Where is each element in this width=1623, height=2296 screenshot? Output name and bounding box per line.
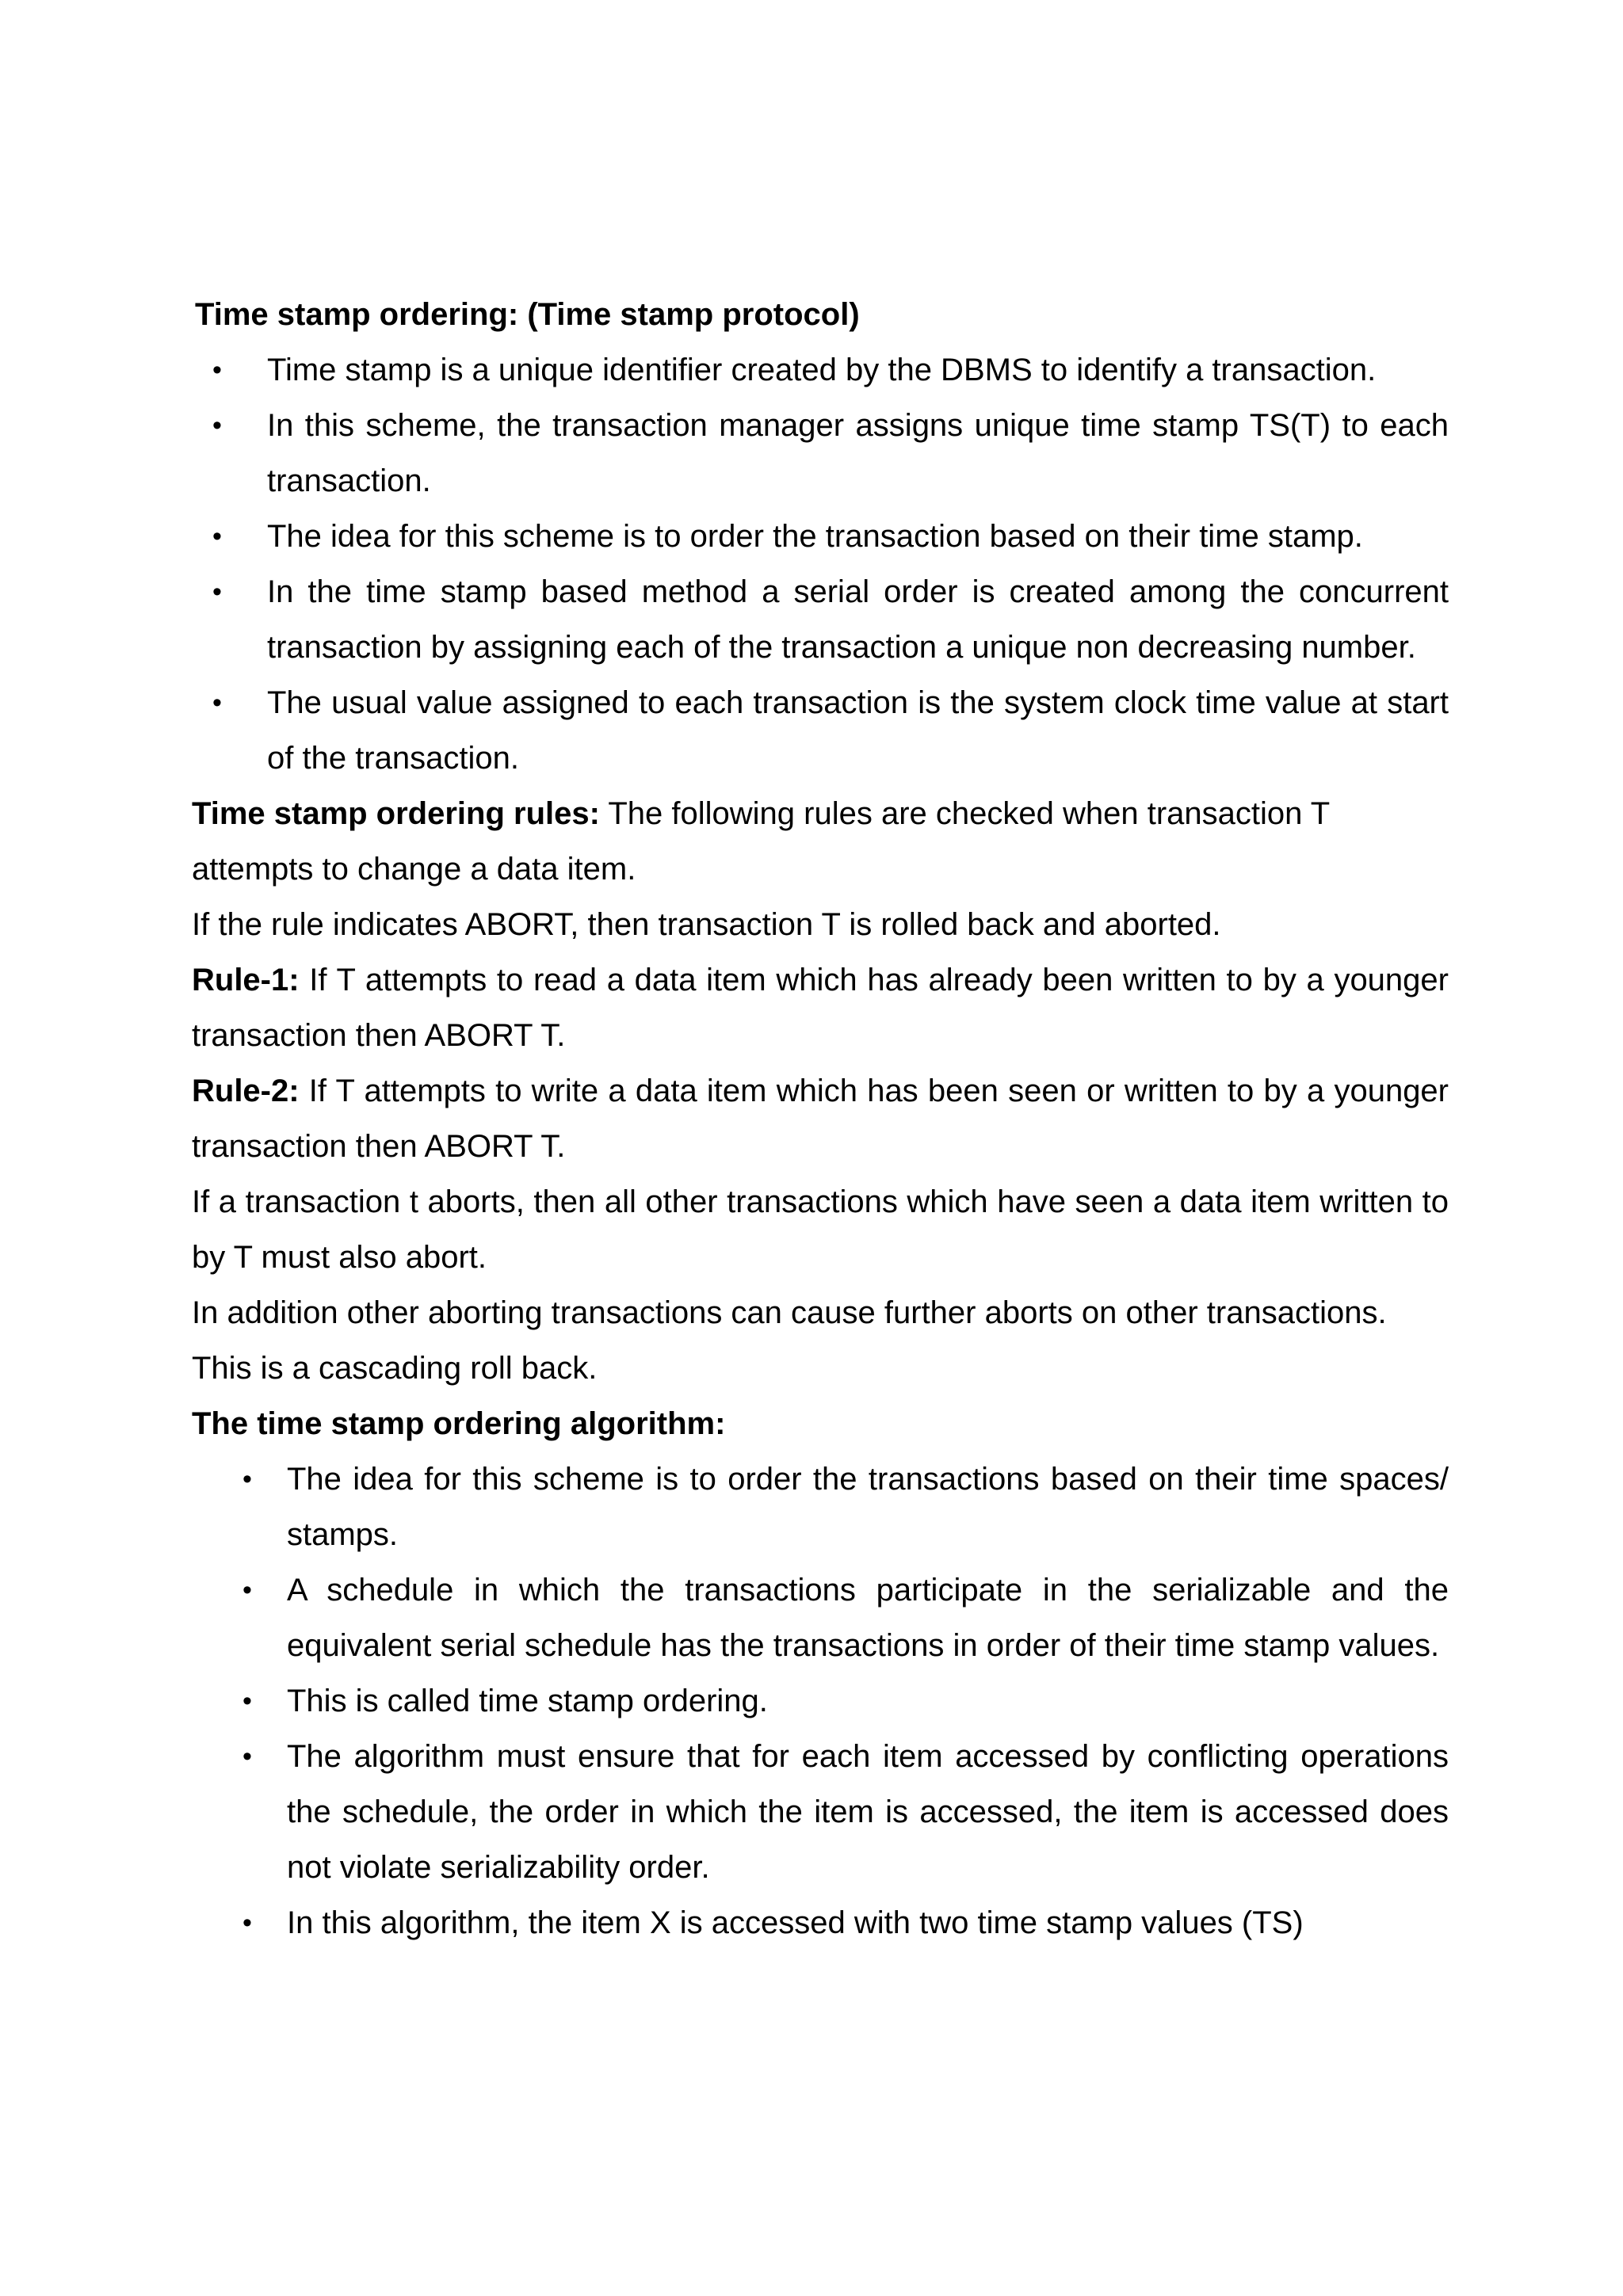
bullet-icon: •: [212, 410, 222, 441]
algorithm-heading: The time stamp ordering algorithm:: [192, 1406, 726, 1441]
list-item-text: The algorithm must ensure that for each item accessed by conflicting operations the schedule, the order in which the item is accessed, the item is accessed does not violate serializability order.: [287, 1739, 1449, 1885]
cascade-paragraph-2: In addition other aborting transactions can cause further aborts on other transactions. This is a cascading roll back.: [192, 1295, 1387, 1386]
document-body: [192, 287, 1449, 1951]
bullet-icon: •: [212, 577, 222, 607]
list-item: [192, 564, 1449, 675]
list-item-text: A schedule in which the transactions participate in the serializable and the equivalent serial schedule has the transactions in order of their time stamp values.: [287, 1573, 1449, 1663]
list-item: [192, 1729, 1449, 1895]
rule-1-text: If T attempts to read a data item which has already been written to by a younger transaction then ABORT T.: [192, 963, 1449, 1053]
rule-2-paragraph: [192, 1063, 1449, 1174]
bullet-icon: •: [242, 1908, 252, 1938]
list-item: [192, 1895, 1449, 1951]
abort-note: If the rule indicates ABORT, then transaction T is rolled back and aborted.: [192, 907, 1221, 942]
bullet-icon: •: [212, 355, 222, 385]
list-item-text: The idea for this scheme is to order the transaction based on their time stamp.: [267, 519, 1363, 554]
list-item: [192, 1562, 1449, 1673]
list-item-text: In this algorithm, the item X is accessed with two time stamp values (TS): [287, 1905, 1304, 1940]
rule-1-label: Rule-1:: [192, 963, 300, 997]
rules-text: The following rules are checked when transaction T attempts to change a data item.: [192, 796, 1330, 887]
bullet-icon: •: [242, 1464, 252, 1494]
list-item: [192, 509, 1449, 564]
rule-2-label: Rule-2:: [192, 1074, 300, 1108]
bullet-icon: •: [242, 1575, 252, 1605]
rule-1-paragraph: [192, 952, 1449, 1063]
section-heading-timestamp-ordering: Time stamp ordering: (Time stamp protocol): [195, 297, 860, 332]
bullet-icon: •: [242, 1686, 252, 1716]
list-item-text: The idea for this scheme is to order the transactions based on their time spaces/ stamps.: [287, 1462, 1449, 1552]
list-item-text: This is called time stamp ordering.: [287, 1684, 768, 1718]
list-item: [192, 342, 1449, 398]
list-item-text: Time stamp is a unique identifier created by the DBMS to identify a transaction.: [267, 353, 1377, 387]
rule-2-text: If T attempts to write a data item which has been seen or written to by a younger transaction then ABORT T.: [192, 1074, 1449, 1164]
intro-bullet-list: [192, 342, 1449, 786]
list-item: [192, 398, 1449, 509]
cascade-paragraph-1: If a transaction t aborts, then all other transactions which have seen a data item written to by T must also abort.: [192, 1184, 1449, 1275]
list-item-text: In this scheme, the transaction manager assigns unique time stamp TS(T) to each transaction.: [267, 408, 1449, 498]
bullet-icon: •: [212, 688, 222, 718]
list-item-text: In the time stamp based method a serial order is created among the concurrent transaction by assigning each of the transaction a unique non decreasing number.: [267, 574, 1449, 665]
bullet-icon: •: [212, 521, 222, 551]
rules-paragraph: [192, 786, 1449, 897]
rules-label: Time stamp ordering rules:: [192, 796, 600, 831]
list-item: [192, 1673, 1449, 1729]
algorithm-bullet-list: [192, 1451, 1449, 1951]
list-item: [192, 675, 1449, 786]
bullet-icon: •: [242, 1741, 252, 1772]
list-item-text: The usual value assigned to each transaction is the system clock time value at start of the transaction.: [267, 685, 1449, 776]
list-item: [192, 1451, 1449, 1562]
